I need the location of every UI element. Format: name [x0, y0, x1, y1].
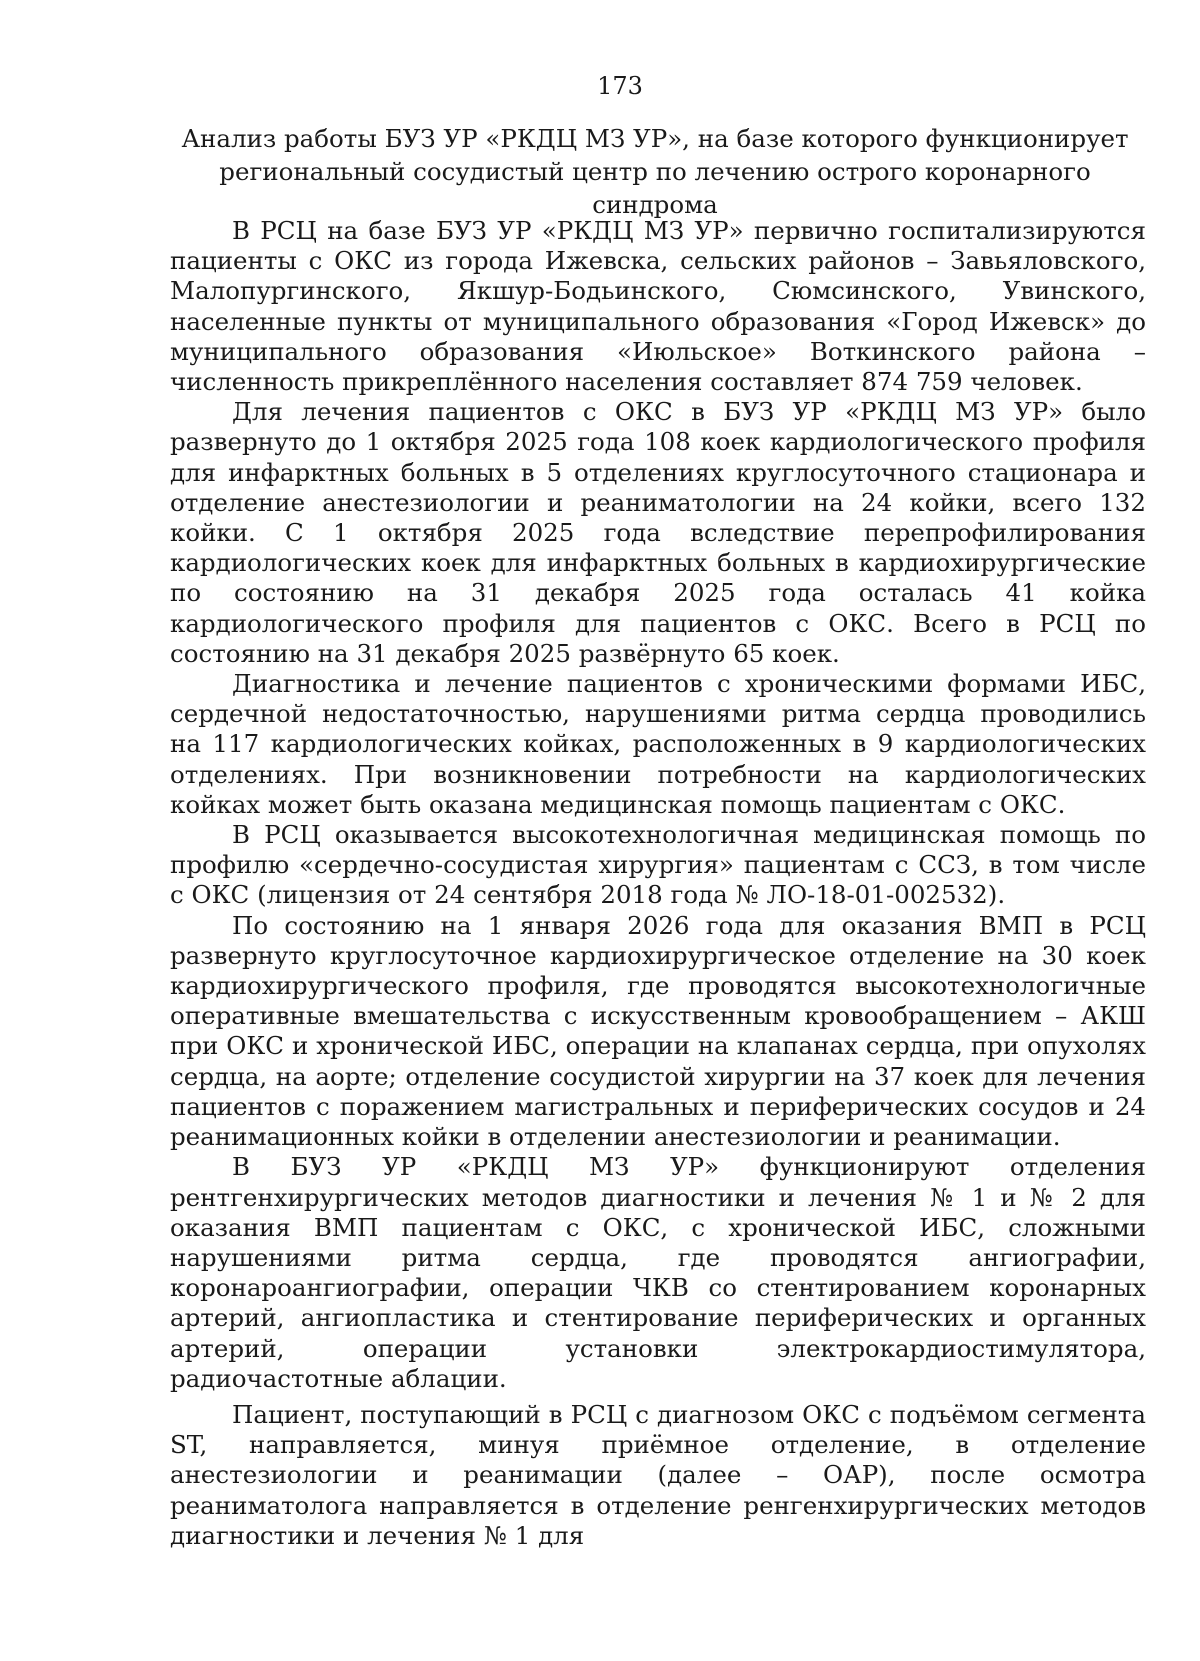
document-body — [170, 216, 1146, 1551]
paragraph-1: В РСЦ на базе БУЗ УР «РКДЦ МЗ УР» первично госпитализируются пациенты с ОКС из города Ижевска, сельских районов – Завьяловского, Малопургинского, Якшур-Бодьинского, Сюмсинского, Увинского, населенные пункты от муниципального образования «Город Ижевск» до муниципального образования «Июльское» Воткинского района – численность прикреплённого населения составляет 874 759 человек. — [170, 216, 1146, 397]
paragraph-4: В РСЦ оказывается высокотехнологичная медицинская помощь по профилю «сердечно-сосудистая хирургия» пациентам с ССЗ, в том числе с ОКС (лицензия от 24 сентября 2018 года № ЛО-18-01-002532). — [170, 820, 1146, 910]
page-number: 173 — [597, 72, 643, 100]
paragraph-2: Для лечения пациентов с ОКС в БУЗ УР «РКДЦ МЗ УР» было развернуто до 1 октября 2025 года 108 коек кардиологического профиля для инфарктных больных в 5 отделениях круглосуточного стационара и отделение анестезиологии и реаниматологии на 24 койки, всего 132 койки. С 1 октября 2025 года вследствие перепрофилирования кардиологических коек для инфарктных больных в кардиохирургические по состоянию на 31 декабря 2025 года осталась 41 койка кардиологического профиля для пациентов с ОКС. Всего в РСЦ по состоянию на 31 декабря 2025 развёрнуто 65 коек. — [170, 397, 1146, 668]
paragraph-6: В БУЗ УР «РКДЦ МЗ УР» функционируют отделения рентгенхирургических методов диагностики и лечения № 1 и № 2 для оказания ВМП пациентам с ОКС, с хронической ИБС, сложными нарушениями ритма сердца, где проводятся ангиографии, коронароангиографии, операции ЧКВ со стентированием коронарных артерий, ангиопластика и стентирование периферических и органных артерий, операции установки электрокардиостимулятора, радиочастотные аблации. — [170, 1152, 1146, 1393]
paragraph-3: Диагностика и лечение пациентов с хроническими формами ИБС, сердечной недостаточностью, нарушениями ритма сердца проводились на 117 кардиологических койках, расположенных в 9 кардиологических отделениях. При возникновении потребности на кардиологических койках может быть оказана медицинская помощь пациентам с ОКС. — [170, 669, 1146, 819]
section-title: Анализ работы БУЗ УР «РКДЦ МЗ УР», на базе которого функционирует региональный сосудистый центр по лечению острого коронарного синдрома — [181, 124, 1129, 219]
paragraph-5: По состоянию на 1 января 2026 года для оказания ВМП в РСЦ развернуто круглосуточное кардиохирургическое отделение на 30 коек кардиохирургического профиля, где проводятся высокотехнологичные оперативные вмешательства с искусственным кровообращением – АКШ при ОКС и хронической ИБС, операции на клапанах сердца, при опухолях сердца, на аорте; отделение сосудистой хирургии на 37 коек для лечения пациентов с поражением магистральных и периферических сосудов и 24 реанимационных койки в отделении анестезиологии и реанимации. — [170, 910, 1146, 1152]
paragraph-7: Пациент, поступающий в РСЦ с диагнозом ОКС с подъёмом сегмента ST, направляется, минуя приёмное отделение, в отделение анестезиологии и реанимации (далее – ОАР), после осмотра реаниматолога направляется в отделение ренгенхирургических методов диагностики и лечения № 1 для — [170, 1399, 1146, 1550]
